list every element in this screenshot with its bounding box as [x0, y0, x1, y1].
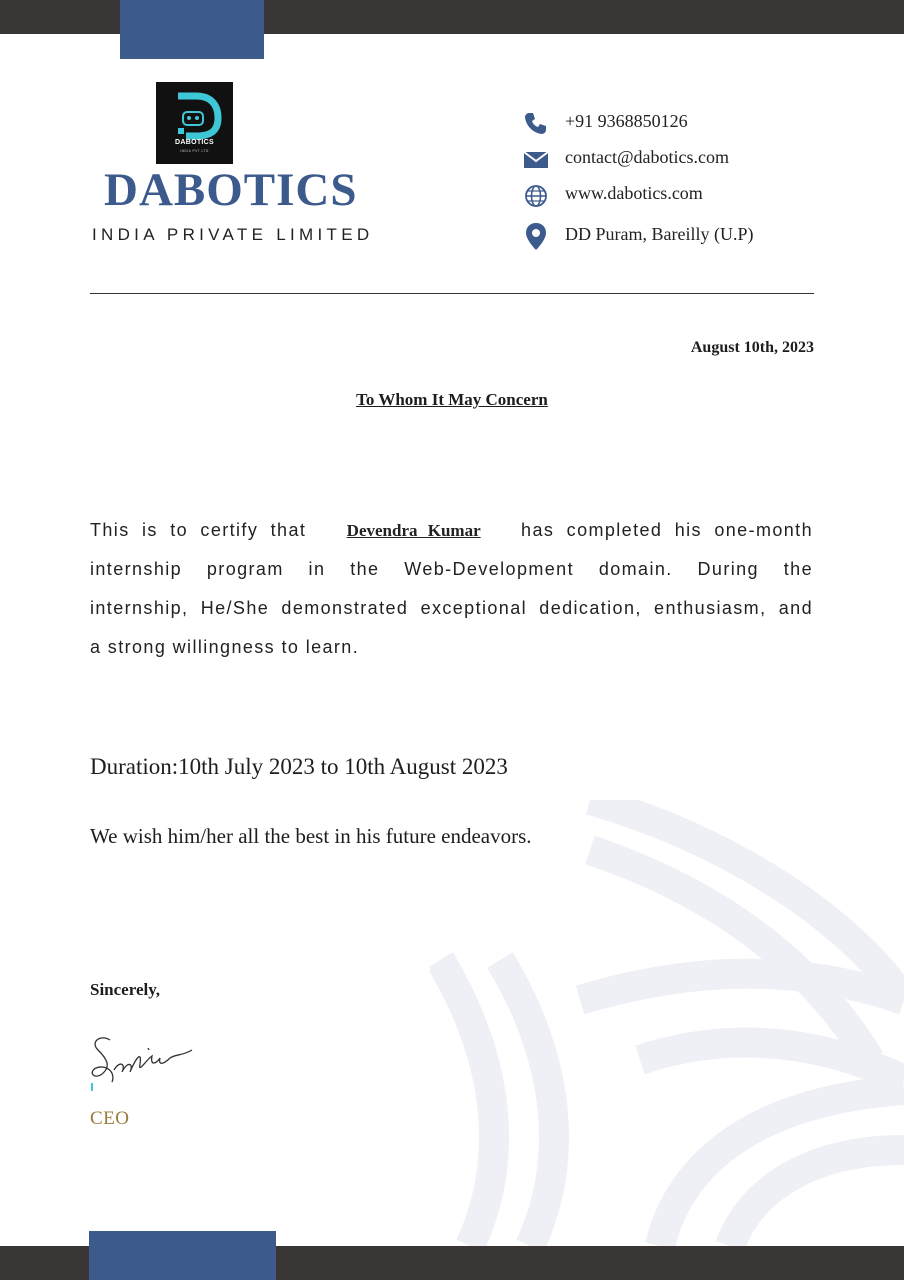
- watermark-pattern: [430, 800, 904, 1246]
- header-divider: [90, 293, 814, 294]
- body-line-3: internship, He/She demonstrated exceptional dedication, enthusiasm, and: [90, 598, 813, 618]
- closing-wish: We wish him/her all the best in his future endeavors.: [90, 824, 532, 848]
- address: DD Puram, Bareilly (U.P): [565, 224, 754, 244]
- intern-name: Devendra Kumar: [346, 521, 481, 540]
- contact-address: [522, 222, 822, 252]
- internship-duration: Duration:10th July 2023 to 10th August 2023: [90, 754, 508, 779]
- body-line-4: a strong willingness to learn.: [90, 637, 360, 657]
- company-name: DABOTICS: [104, 164, 358, 216]
- mail-icon: [522, 145, 550, 173]
- globe-icon: [522, 181, 550, 209]
- ceo-signature: [86, 1030, 216, 1092]
- body-line-2: internship program in the Web-Development domain. During the: [90, 559, 813, 579]
- email-address: contact@dabotics.com: [565, 147, 730, 167]
- website-url: www.dabotics.com: [565, 183, 703, 203]
- closing-salutation: Sincerely,: [90, 980, 161, 999]
- contact-website: [522, 181, 822, 211]
- logo-text: DABOTICS: [175, 139, 214, 146]
- bottom-accent-tab: [89, 1231, 276, 1280]
- phone-icon: [522, 109, 550, 137]
- letter-subject: To Whom It May Concern: [356, 390, 548, 409]
- logo-subtext: INDIA PVT LTD: [180, 149, 209, 153]
- letter-date: August 10th, 2023: [690, 339, 814, 356]
- location-pin-icon: [522, 222, 550, 250]
- contact-email: [522, 145, 822, 175]
- intro-text: This is to certify that: [90, 520, 307, 540]
- company-logo: [156, 82, 233, 164]
- signatory-title: CEO: [90, 1108, 130, 1129]
- body-line-1: [90, 518, 813, 543]
- intro-continuation: has completed his one-month: [521, 520, 813, 540]
- phone-number: +91 9368850126: [565, 111, 688, 131]
- contact-phone: [522, 109, 822, 139]
- top-accent-tab: [120, 0, 264, 59]
- company-subtitle: INDIA PRIVATE LIMITED: [92, 225, 374, 244]
